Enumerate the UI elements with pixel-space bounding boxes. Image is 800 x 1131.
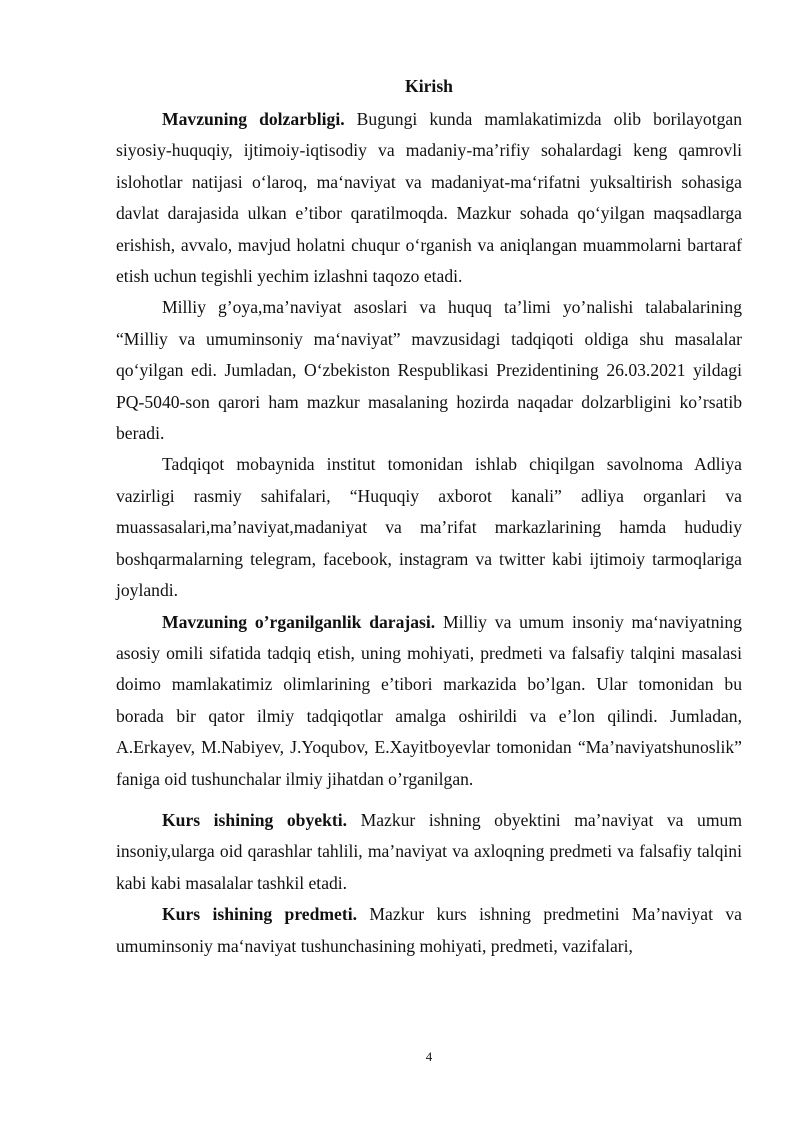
body-text [116,104,742,962]
paragraph-heading: Mavzuning dolzarbligi. [162,109,345,129]
page-number: 4 [425,1049,433,1064]
paragraph-object [116,805,742,899]
paragraph-research-task [116,292,742,449]
page-title: Kirish [405,76,453,96]
paragraph-text: Milliy va umum insoniy ma‘naviyatning asosiy omili sifatida tadqiq etish, uning mohiyati, predmeti va falsafiy talqini masalasi doimo mamlakatimiz olimlarining e’tibori markazida bo’lgan. Ular tomonidan bu borada bir qator ilmiy tadqiqotlar amalga oshirildi va e’lon qilindi. Jumladan, A.Erkayev, M.Nabiyev, J.Yoqubov, E.Xayitboyevlar tomonidan “Ma’naviyatshunoslik” faniga oid tushunchalar ilmiy jihatdan o’rganilgan. [116,611,742,789]
paragraph-survey [116,449,742,606]
paragraph-text: Mazkur ishning obyektini ma’naviyat va umum insoniy,ularga oid qarashlar tahlili, ma’naviyat va axloqning predmeti va falsafiy talqini kabi kabi masalalar tashkil etadi. [116,809,742,893]
paragraph-subject [116,899,742,962]
paragraph-text: Milliy g’oya,ma’naviyat asoslari va huquq ta’limi yo’nalishi talabalarining “Milliy va umuminsoniy ma‘naviyat” mavzusidagi tadqiqoti oldiga shu masalalar qo‘yilgan edi. Jumladan, O‘zbekiston Respublikasi Prezidentining 26.03.2021 yildagi PQ-5040-son qarori ham mazkur masalaning hozirda naqadar dolzarbligini ko’rsatib beradi. [116,297,742,444]
paragraph-text: Bugungi kunda mamlakatimizda olib borilayotgan siyosiy-huquqiy, ijtimoiy-iqtisodiy va madaniy-ma’rifiy sohalardagi keng qamrovli islohotlar natijasi o‘laroq, ma‘naviyat va madaniyat-ma‘rifatni yuksaltirish sohasiga davlat darajasida ulkan e’tibor qaratilmoqda. Mazkur sohada qo‘yilgan maqsadlarga erishish, avvalo, mavjud holatni chuqur o‘rganish va aniqlangan muammolarni bartaraf etish uchun tegishli yechim izlashni taqozo etadi. [116,109,742,287]
paragraph-text: Tadqiqot mobaynida institut tomonidan ishlab chiqilgan savolnoma Adliya vazirligi rasmiy sahifalari, “Huquqiy axborot kanali” adliya organlari va muassasalari,ma’naviyat,madaniyat va ma’rifat markazlarining hamda hududiy boshqarmalarning telegram, facebook, instagram va twitter kabi ijtimoiy tarmoqlariga joylandi. [116,454,742,601]
paragraph-text: Mazkur kurs ishning predmetini Ma’naviyat va umuminsoniy ma‘naviyat tushunchasining mohiyati, predmeti, vazifalari, [116,904,742,956]
paragraph-study-degree [116,607,742,795]
paragraph-heading: Mavzuning o’rganilganlik darajasi. [162,611,436,632]
paragraph-relevance [116,104,742,292]
paragraph-heading: Kurs ishining predmeti. [162,904,358,925]
paragraph-heading: Kurs ishining obyekti. [162,809,348,830]
